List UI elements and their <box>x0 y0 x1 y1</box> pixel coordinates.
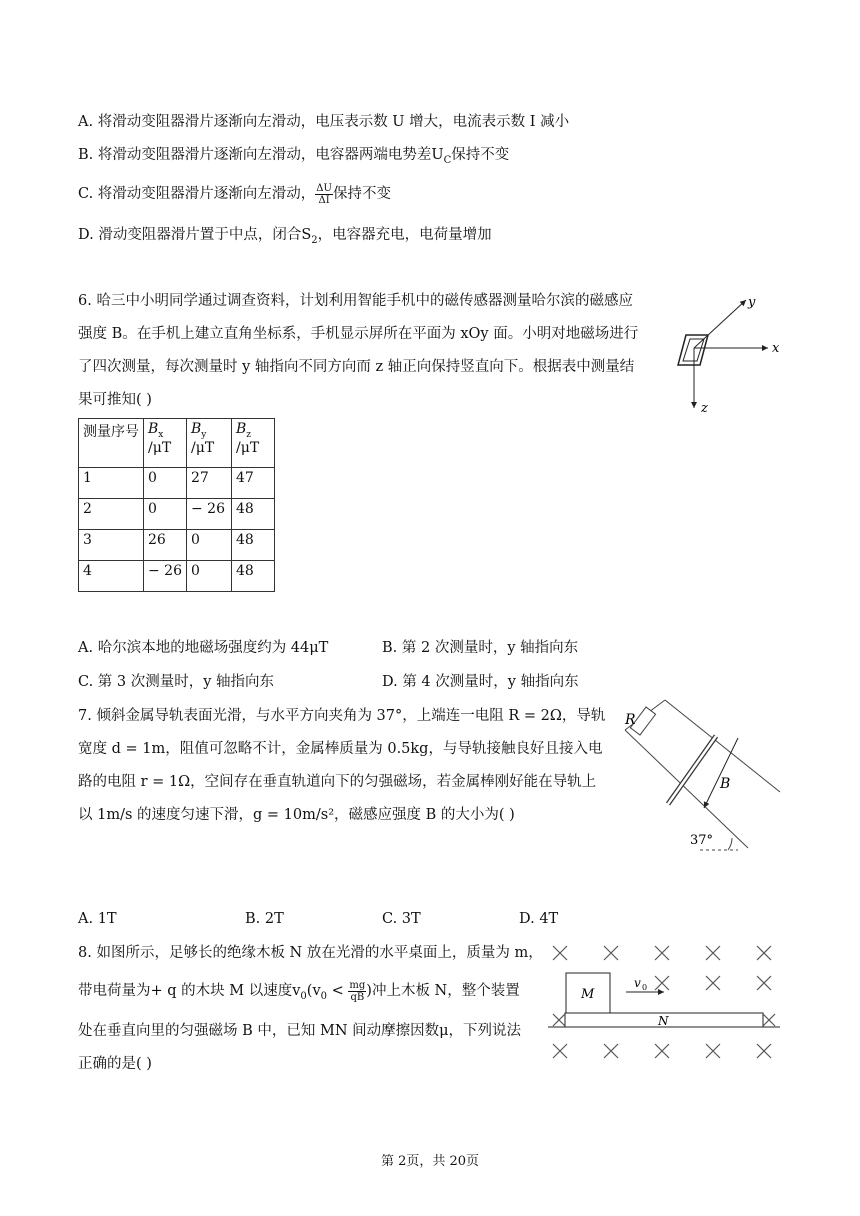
q7-line-4: 以 1m/s 的速度匀速下滑，g = 10m/s²，磁感应强度 B 的大小为( ) <box>78 807 515 823</box>
q7-option-b: B. 2T <box>245 911 284 927</box>
table-row: 2 0 − 26 48 <box>79 499 275 530</box>
q6-line-2: 强度 B。在手机上建立直角坐标系，手机显示屏所在平面为 xOy 面。小明对地磁场进行 <box>78 326 639 342</box>
resistor-label: R <box>625 712 636 728</box>
q6-option-c: C. 第 3 次测量时，y 轴指向东 <box>78 674 275 690</box>
block-label: M <box>581 987 595 1002</box>
fraction-mg-qb: $\frac{mg}{qB}$ <box>349 979 366 1003</box>
q7-option-d: D. 4T <box>519 911 559 927</box>
q6-line-1: 6. 哈三中小明同学通过调查资料，计划利用智能手机中的磁传感器测量哈尔滨的磁感应 <box>78 293 633 309</box>
table-row: 4 − 26 0 48 <box>79 561 275 592</box>
q8-line-1: 8. 如图所示，足够长的绝缘木板 N 放在光滑的水平桌面上，质量为 m， <box>78 945 543 961</box>
q7-line-3: 路的电阻 r = 1Ω，空间存在垂直轨道向下的匀强磁场，若金属棒刚好能在导轨上 <box>78 774 597 790</box>
velocity-label: v <box>634 976 641 990</box>
q5-option-d: D. 滑动变阻器滑片置于中点，闭合$S_2$，电容器充电，电荷量增加 <box>78 227 492 246</box>
q5-option-b: B. 将滑动变阻器滑片逐渐向左滑动，电容器两端电势差$U_C$保持不变 <box>78 147 510 166</box>
board-label: N <box>658 1014 669 1028</box>
table-row: 3 26 0 48 <box>79 530 275 561</box>
page-footer: 第 2页，共 20页 <box>380 1154 480 1169</box>
q6-option-a: A. 哈尔滨本地的地磁场强度约为 44μT <box>78 640 329 656</box>
q7-line-2: 宽度 d = 1m，阻值可忽略不计，金属棒质量为 0.5kg，与导轨接触良好且接入电 <box>78 741 603 757</box>
header-index: 测量序号 <box>79 419 144 468</box>
q6-option-d: D. 第 4 次测量时，y 轴指向东 <box>382 674 579 690</box>
q6-measurement-table <box>78 418 275 592</box>
table-header-row <box>79 419 275 468</box>
field-label: B <box>720 776 731 792</box>
q6-line-4: 果可推知( ) <box>78 392 152 408</box>
header-by: $B_y$ /μT <box>187 419 232 468</box>
q5-option-c: C. 将滑动变阻器滑片逐渐向左滑动， $\frac{\Delta U}{\Delta I}$保持不变 <box>78 182 391 206</box>
x-axis-label: x <box>772 341 780 356</box>
table-row: 1 0 27 47 <box>79 468 275 499</box>
angle-label: 37° <box>690 833 714 848</box>
header-bz: $B_z$ /μT <box>232 419 275 468</box>
z-axis-label: z <box>701 401 708 416</box>
q8-line-2: 带电荷量为+ q 的木块 M 以速度$v_0(v_0$ < $\frac{mg}{qB}$)冲上木板 N，整个装置 <box>78 979 520 1003</box>
q7-line-1: 7. 倾斜金属导轨表面光滑，与水平方向夹角为 37°，上端连一电阻 R = 2Ω，导轨 <box>78 708 606 724</box>
q8-line-4: 正确的是( ) <box>78 1056 152 1072</box>
q7-incline-rail-figure <box>620 700 785 855</box>
y-axis-label: y <box>748 295 756 310</box>
q8-line-3: 处在垂直向里的匀强磁场 B 中，已知 MN 间动摩擦因数μ，下列说法 <box>78 1023 522 1039</box>
velocity-subscript: 0 <box>642 983 648 992</box>
q6-line-3: 了四次测量，每次测量时 y 轴指向不同方向而 z 轴正向保持竖直向下。根据表中测量结 <box>78 359 635 375</box>
fraction-du-di: $\frac{\Delta U}{\Delta I}$ <box>316 182 332 206</box>
q6-option-b: B. 第 2 次测量时，y 轴指向东 <box>382 640 579 656</box>
q8-board-field-figure <box>548 938 780 1066</box>
q7-option-c: C. 3T <box>382 911 421 927</box>
q5-option-a: A. 将滑动变阻器滑片逐渐向左滑动，电压表示数 U 增大，电流表示数 I 减小 <box>78 114 570 130</box>
q6-phone-axes-figure <box>670 290 790 420</box>
header-bx: $B_x$ /μT <box>144 419 187 468</box>
q7-option-a: A. 1T <box>78 911 117 927</box>
